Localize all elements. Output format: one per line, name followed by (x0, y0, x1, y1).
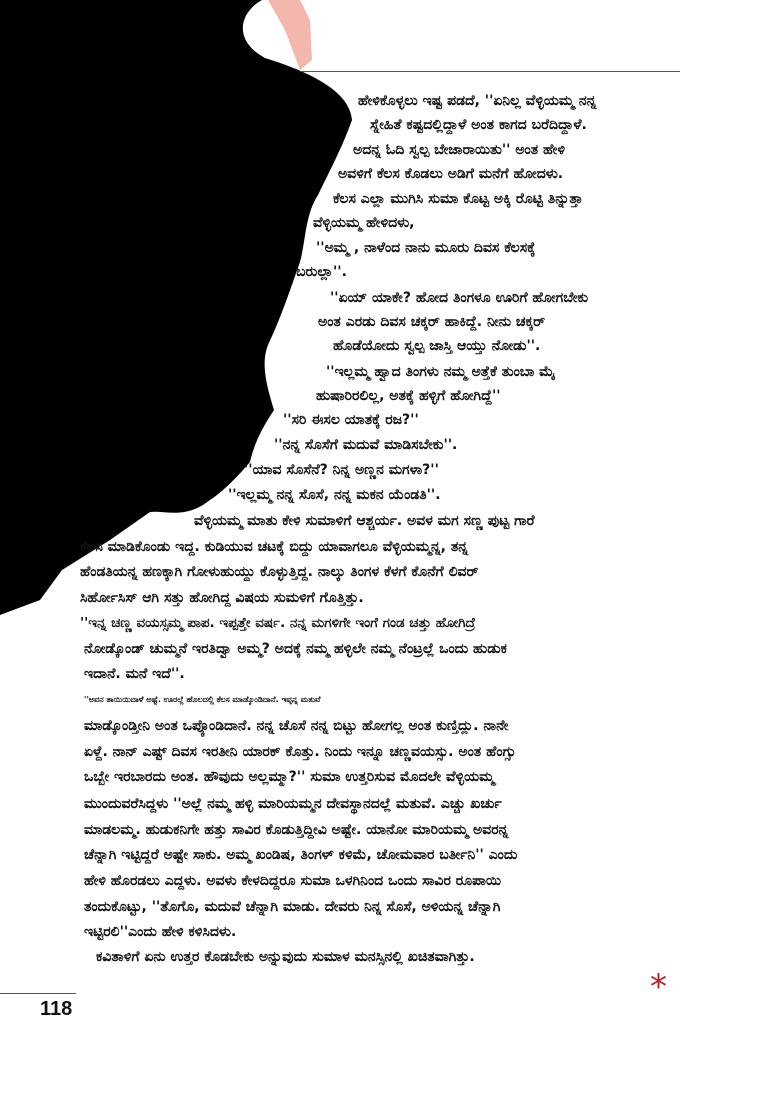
text-line: ಅದನ್ನ ಓದಿ ಸ್ವಲ್ಪ ಬೇಜಾರಾಯಿತು'' ಅಂತ ಹೇಳಿ (353, 142, 565, 158)
text-line: ''ಏಯ್ ಯಾಕೇ? ಹೋದ ತಿಂಗಳೂ ಊರಿಗೆ ಹೋಗಬೇಕು (330, 290, 589, 306)
text-line: ಹುಷಾರಿರಲಿಲ್ಲ, ಅತಕ್ಕೆ ಹಳ್ಳಿಗೆ ಹೋಗಿದ್ದೆ'' (316, 388, 501, 404)
text-line: ಇದಾನೆ. ಮನೆ ಇದೆ''. (84, 666, 185, 682)
text-line: ಕೆಲಸ ಎಲ್ಲಾ ಮುಗಿಸಿ ಸುಮಾ ಕೊಟ್ಟ ಅಕ್ಕಿ ರೊಟ್ಟಿ ತಿನ್ನುತ್ತಾ (333, 191, 583, 207)
text-line: ಮಾಡ್ಕೊಂಡ್ತೀನಿ ಅಂತ ಒಪ್ಕೊಂಡಿದಾನೆ. ನನ್ನ ಚೊಸೆ ನನ್ನ ಬಿಟ್ಟು ಹೋಗಲ್ಲ ಅಂತ ಕುಣ್ತಿದ್ಲು. ನಾನೇ (84, 718, 509, 734)
text-line: ''ನನ್ನ ಸೊಸೆಗೆ ಮದುವೆ ಮಾಡಿಸಬೇಕು''. (274, 437, 458, 453)
text-line: ''ಇಲ್ಲಮ್ಮ ಹ್ವಾದ ತಿಂಗಳು ನಮ್ಮ ಅತ್ತೆಕೆ ತುಂಬಾ ಮೈ (326, 364, 556, 380)
text-line: ''ಸರಿ ಈಸಲ ಯಾತಕ್ಕೆ ರಜ?'' (283, 412, 419, 428)
text-line: ಹೇಳಿ ಹೊರಡಲು ಎದ್ದಳು. ಅವಳು ಕೇಳದಿದ್ದರೂ ಸುಮಾ ಒಳಗಿನಿಂದ ಒಂದು ಸಾವಿರ ರೂಪಾಯಿ (84, 873, 502, 889)
text-line: ''ಅವನ ತಾಯಿಯಿದಾಳೆ ಅಷ್ಟೆ. ಊರಲ್ಲೆ ಹೊಲದಲ್ಲಿ ಕೆಲಸ ಮಾಡ್ಕೊಂಡಿದಾನೆ. ಇವ್ಳನ್ನ ಮತುವೆ (84, 695, 321, 704)
text-line: ಒಬ್ಬೇ ಇರಬಾರದು ಅಂತ. ಹೌವುದು ಅಲ್ಲಮ್ಮಾ?'' ಸುಮಾ ಉತ್ತರಿಸುವ ಮೊದಲೇ ವೆಳ್ಳಿಯಮ್ಮ (84, 769, 495, 785)
footer-rule (0, 993, 76, 994)
page-number: 118 (40, 998, 73, 1020)
text-line: ನೋಡ್ಕೊಂಡ್ ಚುಮ್ಮನೆ ಇರತಿದ್ವಾ ಅಮ್ಮ? ಅದಕ್ಕೆ ನಮ್ಮ ಹಳ್ಳಿಲೇ ನಮ್ಮ ನೆಂಟ್ರಲ್ಲೆ ಒಂದು ಹುಡುಕ (84, 641, 507, 657)
text-line: ಅವಳಿಗೆ ಕೆಲಸ ಕೊಡಲು ಅಡಿಗೆ ಮನೆಗೆ ಹೋದಳು. (338, 166, 564, 182)
text-line: ಇಟ್ಟಿರಲಿ''ಎಂದು ಹೇಳಿ ಕಳಿಸಿದಳು. (84, 924, 237, 940)
text-line: ವೆಳ್ಳಿಯಮ್ಮ ಹೇಳಿದಳು, (313, 215, 415, 231)
text-line: ಮುಂದುವರೆಸಿದ್ದಳು ''ಅಲ್ಲೆ ನಮ್ಮ ಹಳ್ಳಿ ಮಾರಿಯಮ್ಮನ ದೇವಸ್ಥಾನದಲ್ಲೆ ಮತುವೆ. ಎಚ್ಚು ಖರ್ಚು (84, 796, 502, 812)
text-line: ಕೆಲಸ ಮಾಡಿಕೊಂಡು ಇದ್ದ. ಕುಡಿಯುವ ಚಟಕ್ಕೆ ಬಿದ್ದು ಯಾವಾಗಲೂ ವೆಳ್ಳಿಯಮ್ಮನ್ನ, ತನ್ನ (80, 539, 468, 555)
text-line: ''ಅಮ್ಮ , ನಾಳೆಂದ ನಾನು ಮೂರು ದಿವಸ ಕೆಲಸಕ್ಕೆ (316, 240, 536, 256)
text-line: ''ಯಾವ ಸೊಸೆನೆ? ನಿನ್ನ ಅಣ್ಣನ ಮಗಳಾ?'' (244, 462, 439, 478)
text-line: ಮಾಡಲಮ್ಮ. ಹುಡುಕನಿಗೇ ಹತ್ತು ಸಾವಿರ ಕೊಡುತ್ತಿದ್ದೀವಿ ಅಷ್ಟೇ. ಯಾನೋ ಮಾರಿಯಮ್ಮ ಅವರನ್ನ (84, 822, 509, 838)
top-rule (300, 71, 680, 72)
text-line: ವೆಳ್ಳಿಯಮ್ಮ ಮಾತು ಕೇಳಿ ಸುಮಾಳಿಗೆ ಆಶ್ಚರ್ಯ. ಅವಳ ಮಗ ಸಣ್ಣ ಪುಟ್ಟ ಗಾರೆ (194, 513, 535, 529)
text-line: ಚೆನ್ನಾಗಿ ಇಟ್ಟಿದ್ದರೆ ಅಷ್ಟೇ ಸಾಕು. ಅಮ್ಮ ಖಂಡಿಷ, ತಿಂಗಳ್ ಕಳಿಮೆ, ಚೋಮವಾರ ಬರ್ತೀನಿ'' ಎಂದು (84, 847, 518, 863)
text-line: ಕವಿತಾಳಿಗೆ ಏನು ಉತ್ತರ ಕೊಡಬೇಕು ಅನ್ನುವುದು ಸುಮಾಳ ಮನಸ್ಸಿನಲ್ಲಿ ಖಚಿತವಾಗಿತ್ತು. (96, 949, 475, 965)
text-line: ತಂದುಕೊಟ್ಟು, ''ತೊಗೊ, ಮದುವೆ ಚೆನ್ನಾಗಿ ಮಾಡು. ದೇವರು ನಿನ್ನ ಸೊಸೆ, ಅಳಿಯನ್ನ ಚೆನ್ನಾಗಿ (84, 899, 501, 915)
text-line: ''ಇನ್ನ ಚಣ್ಣ ವಯಸ್ಸಮ್ಮ ಪಾಪ. ಇಪ್ಪತ್ತೇ ವರ್ಷ. ನನ್ನ ಮಗಳಿಗೇ ಇಂಗೆ ಗಂಡ ಚತ್ತು ಹೋಗಿದ್ರೆ (80, 615, 476, 631)
text-line: ಅಂತ ಎರಡು ದಿವಸ ಚಕ್ಕರ್ ಹಾಕಿದ್ದೆ. ನೀನು ಚಕ್ಕರ್ (318, 314, 546, 330)
text-line: ಸ್ನೇಹಿತೆ ಕಷ್ಟದಲ್ಲಿದ್ದಾಳೆ ಅಂತ ಕಾಗದ ಬರೆದಿದ್ದಾಳೆ. (370, 117, 587, 133)
text-line: ಸಿರ್ಹೋಸಿಸ್ ಆಗಿ ಸತ್ತು ಹೋಗಿದ್ದ ವಿಷಯ ಸುಮಳಿಗೆ ಗೊತ್ತಿತ್ತು. (80, 590, 364, 606)
text-line: ಹೊಡೆಯೋದು ಸ್ವಲ್ಪ ಜಾಸ್ತಿ ಆಯ್ತು ನೋಡು''. (333, 338, 541, 354)
text-line: ಹೇಳಿಕೊಳ್ಳಲು ಇಷ್ಟ ಪಡದೆ, ''ಏನಿಲ್ಲ ವೆಳ್ಳಿಯಮ್ಮ ನನ್ನ (358, 93, 597, 109)
text-line: ಹೆಂಡತಿಯನ್ನ ಹಣಕ್ಕಾಗಿ ಗೋಳುಹುಯ್ದು ಕೊಳ್ಳುತ್ತಿದ್ದ. ನಾಲ್ಕು ತಿಂಗಳ ಕೆಳಗೆ ಕೊನೆಗೆ ಲಿವರ್ (80, 564, 479, 580)
text-line: ಏಳ್ದೆ. ನಾನ್ ಎಷ್ಟ್ ದಿವಸ ಇರತೀನಿ ಯಾರಕ್ ಕೊತ್ತು. ನಿಂದು ಇನ್ನೂ ಚಣ್ಣವಯಸ್ಸು. ಅಂತ ಹೆಂಗ್ಸು (84, 744, 516, 760)
asterisk-icon: * (650, 967, 667, 1007)
text-line: ''ಇಲ್ಲಮ್ಮ ನನ್ನ ಸೊಸೆ, ನನ್ನ ಮಕನ ಯೆಂಡತಿ''. (228, 487, 441, 503)
text-line: ಬರುಲ್ಲಾ''. (296, 264, 347, 280)
